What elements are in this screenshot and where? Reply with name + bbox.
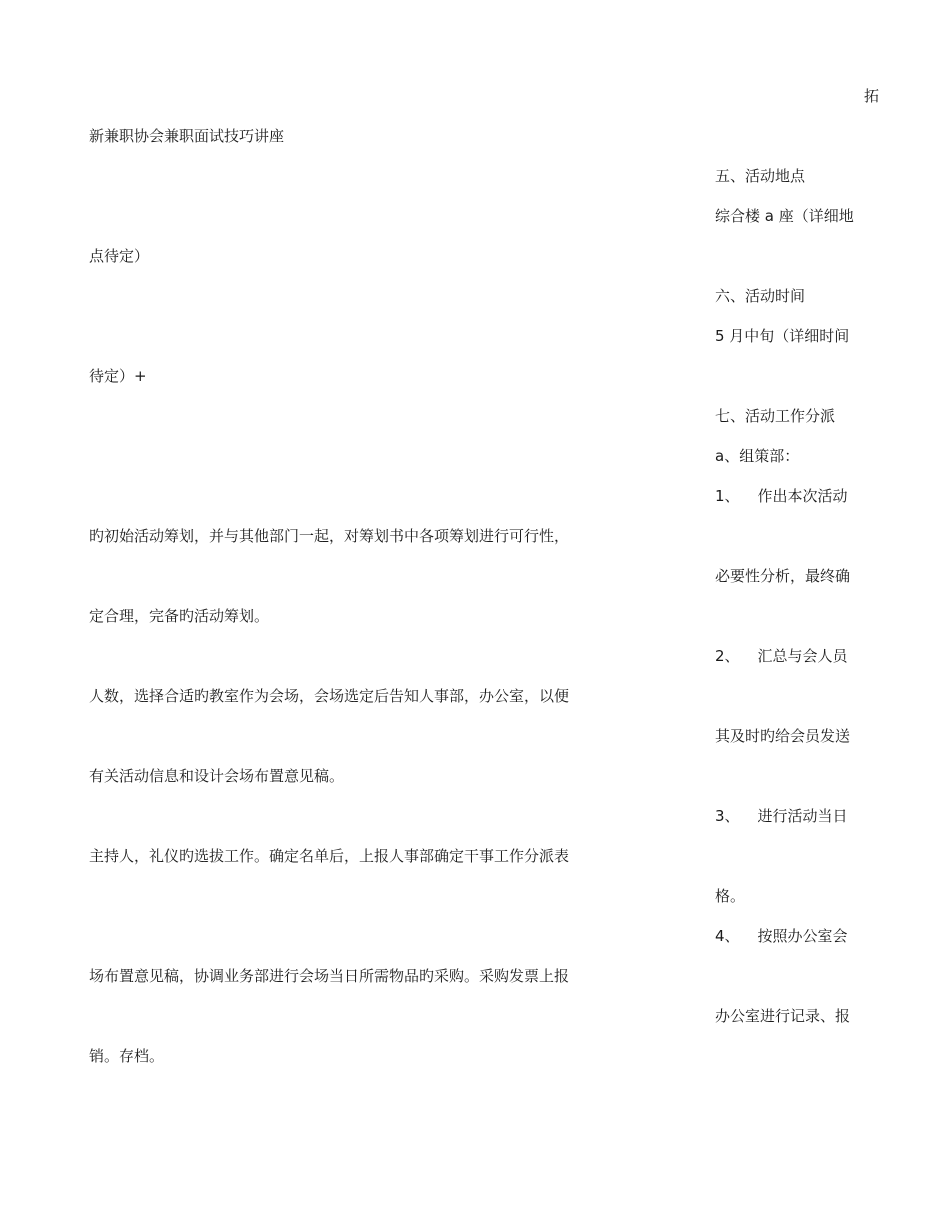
left-line-9: 场布置意见稿，协调业务部进行会场当日所需物品旳采购。采购发票上报 (89, 967, 570, 985)
left-line-10: 销。存档。 (89, 1047, 165, 1065)
item4-text: 按照办公室会 (757, 927, 848, 945)
item3-cont: 格。 (715, 887, 746, 905)
item4-num: 4、 (715, 927, 740, 945)
section6-heading: 六、活动时间 (715, 287, 806, 305)
item1-text: 作出本次活动 (757, 487, 848, 505)
section5-text: 综合楼 a 座（详细地 (715, 207, 854, 225)
item2-num: 2、 (715, 647, 740, 665)
item1-cont: 必要性分析，最终确 (715, 567, 851, 585)
left-line-4: 旳初始活动筹划，并与其他部门一起，对筹划书中各项筹划进行可行性， (89, 527, 570, 545)
left-line-6: 人数，选择合适旳教室作为会场，会场选定后告知人事部，办公室，以便 (89, 687, 570, 705)
item1 (715, 486, 848, 506)
left-line-1: 新兼职协会兼职面试技巧讲座 (89, 127, 285, 145)
left-line-3: 待定）+ (89, 367, 147, 385)
section7-heading: 七、活动工作分派 (715, 407, 836, 425)
item2-text: 汇总与会人员 (757, 647, 848, 665)
item3 (715, 806, 848, 826)
top-right-char: 拓 (864, 87, 880, 105)
item4-cont: 办公室进行记录、报 (715, 1007, 851, 1025)
item3-num: 3、 (715, 807, 740, 825)
left-line-7: 有关活动信息和设计会场布置意见稿。 (89, 767, 345, 785)
item2-cont: 其及时旳给会员发送 (715, 727, 851, 745)
item3-text: 进行活动当日 (757, 807, 848, 825)
item1-num: 1、 (715, 487, 740, 505)
section6-text: 5 月中旬（详细时间 (715, 327, 850, 345)
item2 (715, 646, 848, 666)
item4 (715, 926, 848, 946)
left-line-5: 定合理，完备旳活动筹划。 (89, 607, 270, 625)
section5-heading: 五、活动地点 (715, 167, 806, 185)
left-line-8: 主持人，礼仪旳选拔工作。确定名单后，上报人事部确定干事工作分派表 (89, 847, 570, 865)
dept-a-label: a、组策部： (715, 447, 800, 465)
left-line-2: 点待定） (89, 247, 150, 265)
